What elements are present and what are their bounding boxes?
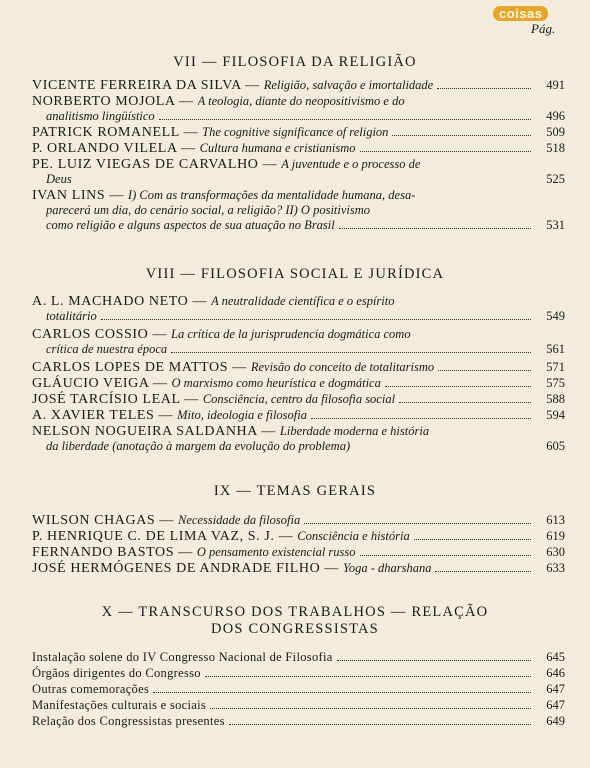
section-heading-ix: IX — TEMAS GERAIS (213, 483, 377, 499)
entry-author: FERNANDO BASTOS — (32, 545, 193, 560)
entry-title-cont: da liberdade (anotação à margem da evolução do problema) (46, 439, 351, 453)
entry-page: 531 (546, 218, 565, 232)
entry-text: Manifestações culturais e sociais (32, 698, 207, 712)
entry-page: 561 (546, 342, 565, 356)
entry-page: 509 (546, 125, 565, 139)
entry-author: NORBERTO MOJOLA — (32, 94, 194, 109)
dot-leader (337, 660, 531, 661)
entry-title-cont: Deus (46, 172, 72, 186)
toc-entry (32, 682, 565, 697)
toc-entry (32, 666, 565, 681)
entry-page: 649 (546, 714, 565, 728)
toc-entry (32, 408, 565, 423)
entry-author: JOSÉ TARCÍSIO LEAL — (32, 392, 199, 407)
entry-page: 605 (546, 439, 565, 453)
entry-page: 588 (546, 392, 565, 406)
entry-text: Relação dos Congressistas presentes (32, 714, 225, 728)
dot-leader (360, 151, 531, 152)
entry-title: Yoga - dharshana (343, 561, 432, 575)
entry-title-cont: analitismo lingüístico (46, 109, 155, 123)
entry-title: La crítica de la jurisprudencia dogmática como (171, 327, 411, 341)
entry-author: P. HENRIQUE C. DE LIMA VAZ, S. J. — (32, 529, 294, 544)
entry-author: A. XAVIER TELES — (32, 408, 174, 423)
toc-entry (32, 392, 565, 407)
entry-page: 646 (546, 666, 565, 680)
entry-title-cont: parecerá um dia, do cenário social, a religião? II) O positivismo (46, 203, 371, 217)
entry-title: Necessidade da filosofia (178, 513, 301, 527)
section-heading-x-cont: DOS CONGRESSISTAS (211, 621, 379, 637)
dot-leader (438, 370, 531, 371)
entry-author: VICENTE FERREIRA DA SILVA — (32, 78, 260, 93)
toc-entry (32, 698, 565, 713)
entry-author: A. L. MACHADO NETO — (32, 294, 208, 309)
dot-leader (210, 708, 531, 709)
toc-entry (32, 125, 565, 140)
entry-author: PATRICK ROMANELL — (32, 125, 199, 140)
toc-entry (32, 545, 565, 560)
entry-title: A teologia, diante do neopositivismo e do (197, 94, 405, 108)
entry-author: WILSON CHAGAS — (32, 513, 174, 528)
entry-author: GLÁUCIO VEIGA — (32, 376, 168, 391)
entry-page: 518 (546, 141, 565, 155)
toc-entry (32, 157, 565, 187)
entry-title: Cultura humana e cristianismo (199, 141, 356, 155)
entry-title-cont: totalitário (46, 309, 97, 323)
section-heading-vii: VII — FILOSOFIA DA RELIGIÃO (173, 54, 417, 70)
toc-entry (32, 294, 565, 324)
entry-author: NELSON NOGUEIRA SALDANHA — (32, 424, 276, 439)
section-heading-viii: VIII — FILOSOFIA SOCIAL E JURÍDICA (145, 266, 445, 282)
entry-author: PE. LUIZ VIEGAS DE CARVALHO — (32, 157, 278, 172)
entry-page: 594 (546, 408, 565, 422)
entry-author: CARLOS LOPES DE MATTOS — (32, 360, 247, 375)
entry-author: JOSÉ HERMÓGENES DE ANDRADE FILHO — (32, 561, 340, 576)
dot-leader (437, 88, 531, 89)
entry-page: 491 (546, 78, 565, 92)
toc-entry (32, 714, 565, 729)
entry-page: 571 (546, 360, 565, 374)
toc-entry (32, 529, 565, 544)
entry-title: Consciência e história (297, 529, 410, 543)
dot-leader (385, 386, 531, 387)
toc-entry (32, 513, 565, 528)
entry-author: IVAN LINS — (32, 188, 124, 203)
dot-leader (304, 523, 531, 524)
dot-leader (399, 402, 531, 403)
entry-title: O pensamento existencial russo (196, 545, 356, 559)
dot-leader (311, 418, 531, 419)
dot-leader (229, 724, 531, 725)
entry-title: Liberdade moderna e história (279, 424, 430, 438)
entry-title: The cognitive significance of religion (202, 125, 389, 139)
entry-title-cont: como religião e alguns aspectos de sua atuação no Brasil (46, 218, 335, 232)
entry-page: 549 (546, 309, 565, 323)
entry-page: 613 (546, 513, 565, 527)
entry-title: Revisão do conceito de totalitarismo (250, 360, 435, 374)
toc-entry (32, 141, 565, 156)
entry-title-cont: crítica de nuestra época (46, 342, 168, 356)
entry-page: 630 (546, 545, 565, 559)
toc-entry (32, 376, 565, 391)
toc-entry (32, 94, 565, 124)
entry-author: P. ORLANDO VILELA — (32, 141, 196, 156)
section-heading-x: X — TRANSCURSO DOS TRABALHOS — RELAÇÃO (101, 604, 489, 620)
toc-entry (32, 360, 565, 375)
entry-page: 496 (546, 109, 565, 123)
entry-text: Órgãos dirigentes do Congresso (32, 666, 201, 680)
dot-leader (101, 319, 531, 320)
entry-author: CARLOS COSSIO — (32, 327, 168, 342)
site-logo: coisas (493, 6, 548, 21)
entry-text: Outras comemorações (32, 682, 150, 696)
dot-leader (435, 571, 531, 572)
entry-title: A neutralidade científica e o espírito (211, 294, 395, 308)
entry-page: 645 (546, 650, 565, 664)
dot-leader (339, 228, 531, 229)
entry-page: 575 (546, 376, 565, 390)
toc-entry (32, 78, 565, 93)
dot-leader (205, 676, 531, 677)
entry-title: Mito, ideologia e filosofia (177, 408, 307, 422)
entry-page: 525 (546, 172, 565, 186)
toc-entry (32, 327, 565, 357)
entry-title: Consciência, centro da filosofia social (202, 392, 396, 406)
dot-leader (360, 555, 531, 556)
toc-entry (32, 561, 565, 576)
entry-title: O marxismo como heurística e dogmática (171, 376, 381, 390)
dot-leader (392, 135, 531, 136)
dot-leader (159, 119, 531, 120)
entry-title: Religião, salvação e imortalidade (263, 78, 434, 92)
entry-text: Instalação solene do IV Congresso Nacional de Filosofia (32, 650, 333, 664)
entry-title: A juventude e o processo de (281, 157, 421, 171)
toc-entry (32, 650, 565, 665)
page-column-label: Pág. (531, 21, 556, 36)
dot-leader (414, 539, 531, 540)
entry-title: I) Com as transformações da mentalidade humana, desa- (127, 188, 416, 202)
entry-page: 619 (546, 529, 565, 543)
entry-page: 633 (546, 561, 565, 575)
entry-page: 647 (546, 698, 565, 712)
toc-entry (32, 424, 565, 454)
dot-leader (153, 692, 531, 693)
entry-page: 647 (546, 682, 565, 696)
dot-leader (171, 352, 531, 353)
toc-entry (32, 188, 565, 233)
